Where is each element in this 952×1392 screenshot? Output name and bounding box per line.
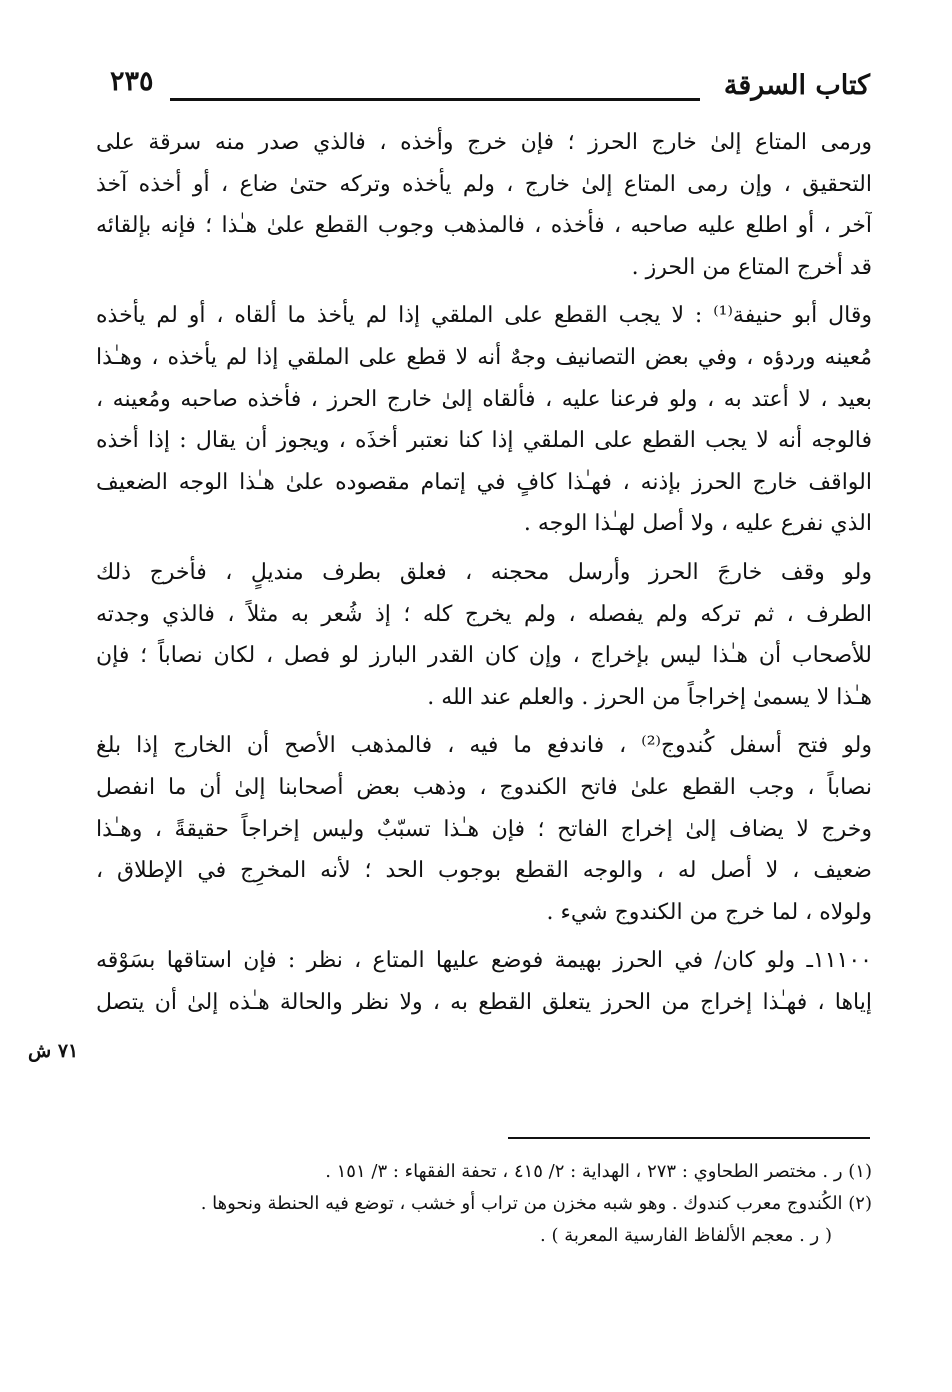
text-line: ولو فتح أسفل كُندوج⁽²⁾ ، فاندفع ما فيه ، فالمذهب الأصح أن الخارج إذا بلغ xyxy=(96,733,872,759)
text-line: نصاباً ، وجب القطع علىٰ فاتح الكندوج ، وذهب بعض أصحابنا إلىٰ أن ما انفصل xyxy=(96,774,872,800)
text-line: وقال أبو حنيفة⁽¹⁾ : لا يجب القطع على الملقي إذا لم يأخذ ما ألقاه ، أو لم يأخذه xyxy=(96,303,872,329)
text-line: ولولاه ، لما خرج من الكندوج شيء . xyxy=(546,899,872,925)
footnote: (٢) الكُندوج معرب كندوك . وهو شبه مخزن من تراب أو خشب ، توضع فيه الحنطة ونحوها . xyxy=(200,1193,872,1214)
margin-note: ٧١ ش xyxy=(28,1040,79,1062)
chapter-title: كتاب السرقة xyxy=(723,70,870,101)
header-rule xyxy=(170,98,700,101)
text-line: الذي نفرع عليه ، ولا أصل لهـٰذا الوجه . xyxy=(523,511,872,537)
paragraph-5 xyxy=(96,940,872,1023)
text-line: ضعيف ، لا أصل له ، والوجه القطع بوجوب الحد ؛ لأنه المخرِج في الإطلاق ، xyxy=(96,858,872,884)
text-line: الطرف ، ثم تركه ولم يفصله ، ولم يخرج كله ؛ إذ شُعر به مثلاً ، فالذي وجدته xyxy=(96,601,872,627)
text-line: قد أخرج المتاع من الحرز . xyxy=(631,254,872,280)
text-line: بعيد ، لا أعتد به ، ولو فرعنا عليه ، فألقاه إلىٰ خارج الحرز ، فأخذه صاحبه ومُعينه ، xyxy=(96,386,872,412)
text-line: وخرج لا يضاف إلىٰ إخراج الفاتح ؛ فإن هـٰذا تسبّبٌ وليس إخراجاً حقيقةً ، وهـٰذا xyxy=(96,816,872,842)
text-line: التحقيق ، وإن رمى المتاع إلىٰ خارج ، ولم يأخذه وتركه حتىٰ ضاع ، أو أخذه آخذ xyxy=(96,171,872,197)
footnotes xyxy=(96,1156,872,1252)
text-line: مُعينه وردؤه ، وفي بعض التصانيف وجهٌ أنه لا قطع على الملقي إذا لم يأخذه ، وهـٰذا xyxy=(96,344,872,370)
text-line: فالوجه أنه لا يجب القطع على الملقي إذا كنا نعتبر أخذَه ، ويجوز أن يقال : إذا أخذه xyxy=(96,428,872,454)
text-line: إياها ، فهـٰذا إخراج من الحرز يتعلق القطع به ، ولا نظر والحالة هـٰذه إلىٰ أن يتصل xyxy=(96,989,872,1015)
main-text xyxy=(96,122,872,1023)
text-line: آخر ، أو اطلع عليه صاحبه ، فأخذه ، فالمذهب وجوب القطع علىٰ هـٰذا ؛ فإنه بإلقائه xyxy=(96,213,872,239)
footnote-continuation: ( ر . معجم الألفاظ الفارسية المعربة ) . xyxy=(540,1225,832,1246)
page-number: ٢٣٥ xyxy=(110,66,154,97)
text-line: هـٰذا لا يسمىٰ إخراجاً من الحرز . والعلم عند الله . xyxy=(427,684,872,710)
text-line: ١١١٠٠ـ ولو كان/ في الحرز بهيمة فوضع عليها المتاع ، نظر : فإن استاقها بسَوْقه xyxy=(96,948,872,974)
footnote: (١) ر . مختصر الطحاوي : ٢٧٣ ، الهداية : ٢/ ٤١٥ ، تحفة الفقهاء : ٣/ ١٥١ . xyxy=(325,1161,872,1182)
paragraph-1 xyxy=(96,122,872,288)
text-line: للأصحاب أن هـٰذا ليس بإخراج ، وإن كان القدر البارز لو فصل ، لكان نصاباً ؛ فإن xyxy=(96,643,872,669)
paragraph-4 xyxy=(96,725,872,933)
text-line: ورمى المتاع إلىٰ خارج الحرز ؛ فإن خرج وأخذه ، فالذي صدر منه سرقة على xyxy=(96,130,872,155)
text-line: الواقف خارج الحرز بإذنه ، فهـٰذا كافٍ في إتمام مقصوده علىٰ هـٰذا الوجه الضعيف xyxy=(96,469,872,495)
page-header xyxy=(100,64,870,108)
paragraph-3 xyxy=(96,552,872,718)
text-line: ولو وقف خارجَ الحرز وأرسل محجنه ، فعلق بطرف منديلٍ ، فأخرج ذلك xyxy=(96,559,872,585)
footnote-rule xyxy=(508,1137,870,1139)
paragraph-2 xyxy=(96,295,872,545)
